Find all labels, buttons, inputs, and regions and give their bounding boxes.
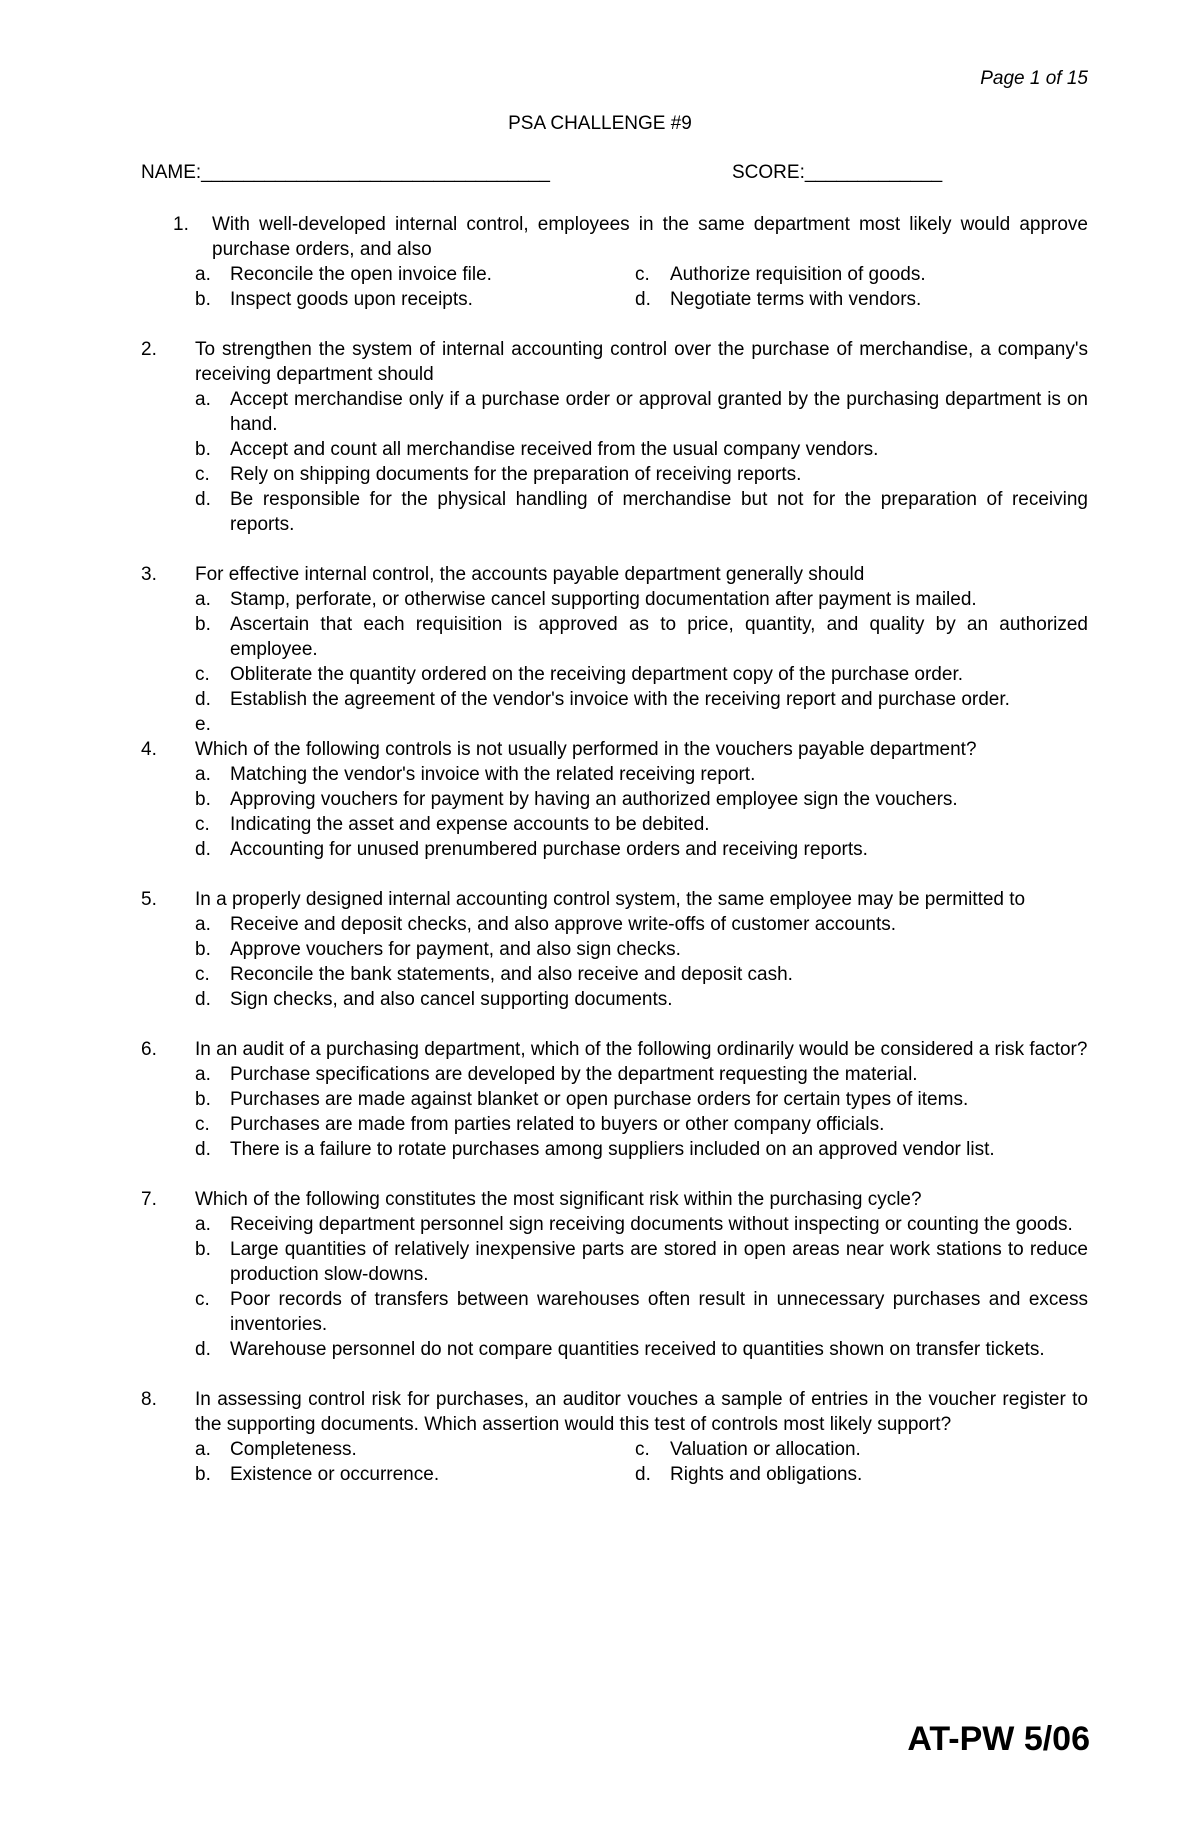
question-number: 3. [141, 564, 157, 585]
choice-letter: b. [195, 439, 211, 460]
choice-letter: c. [195, 664, 210, 685]
question-number: 7. [141, 1189, 157, 1210]
question-number: 1. [173, 214, 189, 235]
choice-text: Reconcile the bank statements, and also receive and deposit cash. [230, 964, 793, 985]
choice-letter: a. [195, 1064, 211, 1085]
choice-text: Purchases are made against blanket or open purchase orders for certain types of items. [230, 1089, 969, 1110]
choice-b [195, 937, 1088, 962]
choice-letter: a. [195, 1439, 211, 1460]
choice-text: Negotiate terms with vendors. [670, 289, 922, 310]
choice-letter: a. [195, 389, 211, 410]
question-6 [0, 1037, 1200, 1162]
choice-c [195, 962, 1088, 987]
choice-letter: a. [195, 264, 211, 285]
choice-text: Matching the vendor's invoice with the related receiving report. [230, 764, 756, 785]
choice-text: Accept and count all merchandise received from the usual company vendors. [230, 439, 879, 460]
choice-row [195, 287, 1088, 312]
question-1 [0, 212, 1200, 312]
choice-letter: d. [195, 989, 211, 1010]
choice-letter: d. [195, 839, 211, 860]
choice-a [195, 262, 635, 287]
question-number: 4. [141, 739, 157, 760]
choice-c [635, 1437, 861, 1462]
choice-text: Rights and obligations. [670, 1464, 863, 1485]
choice-b [195, 1462, 635, 1487]
choice-d [195, 687, 1088, 712]
choice-b [195, 1087, 1088, 1112]
choice-letter: c. [195, 814, 210, 835]
choice-b [195, 287, 635, 312]
document-code: AT-PW 5/06 [907, 1720, 1090, 1758]
question-stem: Which of the following constitutes the most significant risk within the purchasing cycle? [195, 1189, 922, 1210]
question-3 [0, 562, 1200, 737]
question-number: 8. [141, 1389, 157, 1410]
choice-letter: b. [195, 289, 211, 310]
choice-text: Reconcile the open invoice file. [230, 264, 492, 285]
choice-letter: a. [195, 1214, 211, 1235]
choice-row [195, 262, 1088, 287]
question-stem: In a properly designed internal accounting control system, the same employee may be permitted to [195, 889, 1026, 910]
question-stem: For effective internal control, the accounts payable department generally should [195, 564, 865, 585]
choice-text: Valuation or allocation. [670, 1439, 861, 1460]
choice-letter: c. [635, 264, 650, 285]
choice-text: Poor records of transfers between warehouses often result in unnecessary purchases and excess inventories. [230, 1289, 1088, 1335]
choice-letter: b. [195, 939, 211, 960]
choice-b [195, 612, 1088, 662]
choice-text: Large quantities of relatively inexpensive parts are stored in open areas near work stations to reduce production slow-downs. [230, 1239, 1088, 1285]
question-stem: Which of the following controls is not usually performed in the vouchers payable department? [195, 739, 977, 760]
choice-letter: d. [195, 1139, 211, 1160]
choice-d [195, 1337, 1088, 1362]
choice-a [195, 762, 1088, 787]
question-number: 6. [141, 1039, 157, 1060]
question-stem: In assessing control risk for purchases, an auditor vouches a sample of entries in the voucher register to the supporting documents. Which assertion would this test of controls most likely support? [195, 1389, 1088, 1435]
choice-text: Be responsible for the physical handling of merchandise but not for the preparation of receiving reports. [230, 489, 1088, 535]
choice-d [195, 837, 1088, 862]
question-5 [0, 887, 1200, 1012]
document-title: PSA CHALLENGE #9 [508, 113, 692, 134]
question-number: 5. [141, 889, 157, 910]
choice-letter: a. [195, 914, 211, 935]
choice-text: Approve vouchers for payment, and also sign checks. [230, 939, 681, 960]
question-number: 2. [141, 339, 157, 360]
choice-c [195, 662, 1088, 687]
question-2 [0, 337, 1200, 537]
choice-d [195, 987, 1088, 1012]
choice-text: Stamp, perforate, or otherwise cancel supporting documentation after payment is mailed. [230, 589, 977, 610]
choice-letter: c. [195, 964, 210, 985]
choice-text: Completeness. [230, 1439, 357, 1460]
choice-c [195, 1112, 1088, 1137]
choice-letter: b. [195, 789, 211, 810]
page-number: Page 1 of 15 [980, 68, 1088, 89]
choice-text: Sign checks, and also cancel supporting documents. [230, 989, 673, 1010]
choice-row [195, 1462, 1088, 1487]
choice-text: Purchases are made from parties related to buyers or other company officials. [230, 1114, 885, 1135]
choice-text: Inspect goods upon receipts. [230, 289, 473, 310]
question-4 [0, 737, 1200, 862]
choice-d [635, 287, 921, 312]
choice-text: Warehouse personnel do not compare quantities received to quantities shown on transfer tickets. [230, 1339, 1045, 1360]
choice-text: There is a failure to rotate purchases among suppliers included on an approved vendor list. [230, 1139, 995, 1160]
choice-text: Rely on shipping documents for the preparation of receiving reports. [230, 464, 802, 485]
choice-text: Indicating the asset and expense accounts to be debited. [230, 814, 710, 835]
choice-letter: d. [635, 289, 651, 310]
choice-c [195, 1287, 1088, 1337]
choice-letter: a. [195, 764, 211, 785]
question-stem: In an audit of a purchasing department, which of the following ordinarily would be considered a risk factor? [195, 1039, 1088, 1060]
choice-text: Receive and deposit checks, and also approve write-offs of customer accounts. [230, 914, 897, 935]
choice-letter: b. [195, 1464, 211, 1485]
choice-text: Purchase specifications are developed by the department requesting the material. [230, 1064, 918, 1085]
choice-b [195, 437, 1088, 462]
choice-text: Ascertain that each requisition is approved as to price, quantity, and quality by an authorized employee. [230, 614, 1088, 660]
choice-letter: d. [635, 1464, 651, 1485]
choice-letter: d. [195, 689, 211, 710]
choice-letter: d. [195, 489, 211, 510]
choice-text: Accounting for unused prenumbered purchase orders and receiving reports. [230, 839, 868, 860]
choice-e [195, 712, 1088, 737]
choice-b [195, 1237, 1088, 1287]
choice-text: Approving vouchers for payment by having an authorized employee sign the vouchers. [230, 789, 958, 810]
choice-row [195, 1437, 1088, 1462]
choice-text: Accept merchandise only if a purchase order or approval granted by the purchasing department is on hand. [230, 389, 1088, 435]
question-stem: To strengthen the system of internal accounting control over the purchase of merchandise, a company's receiving department should [195, 339, 1088, 385]
question-8 [0, 1387, 1200, 1487]
choice-d [635, 1462, 862, 1487]
choice-letter: b. [195, 614, 211, 635]
choice-c [195, 812, 1088, 837]
choice-a [195, 587, 1088, 612]
choice-text: Existence or occurrence. [230, 1464, 440, 1485]
choice-letter: c. [195, 464, 210, 485]
choice-b [195, 787, 1088, 812]
choice-a [195, 1212, 1088, 1237]
choice-c [195, 462, 1088, 487]
choice-letter: e. [195, 714, 211, 735]
choice-letter: b. [195, 1239, 211, 1260]
choice-a [195, 912, 1088, 937]
question-stem: With well-developed internal control, employees in the same department most likely would approve purchase orders, and also [212, 214, 1088, 260]
choice-c [635, 262, 926, 287]
choice-letter: c. [195, 1114, 210, 1135]
question-list [0, 212, 1200, 1512]
choice-letter: d. [195, 1339, 211, 1360]
choice-a [195, 1437, 635, 1462]
choice-text: Authorize requisition of goods. [670, 264, 926, 285]
score-field: SCORE:_____________ [732, 162, 943, 183]
choice-text: Establish the agreement of the vendor's invoice with the receiving report and purchase order. [230, 689, 1010, 710]
choice-letter: c. [635, 1439, 650, 1460]
choice-d [195, 487, 1088, 537]
choice-text: Obliterate the quantity ordered on the receiving department copy of the purchase order. [230, 664, 964, 685]
choice-a [195, 1062, 1088, 1087]
choice-text: Receiving department personnel sign receiving documents without inspecting or counting the goods. [230, 1214, 1073, 1235]
choice-letter: c. [195, 1289, 210, 1310]
name-field: NAME:_________________________________ [141, 162, 550, 183]
choice-letter: b. [195, 1089, 211, 1110]
choice-d [195, 1137, 1088, 1162]
choice-letter: a. [195, 589, 211, 610]
question-7 [0, 1187, 1200, 1362]
choice-a [195, 387, 1088, 437]
